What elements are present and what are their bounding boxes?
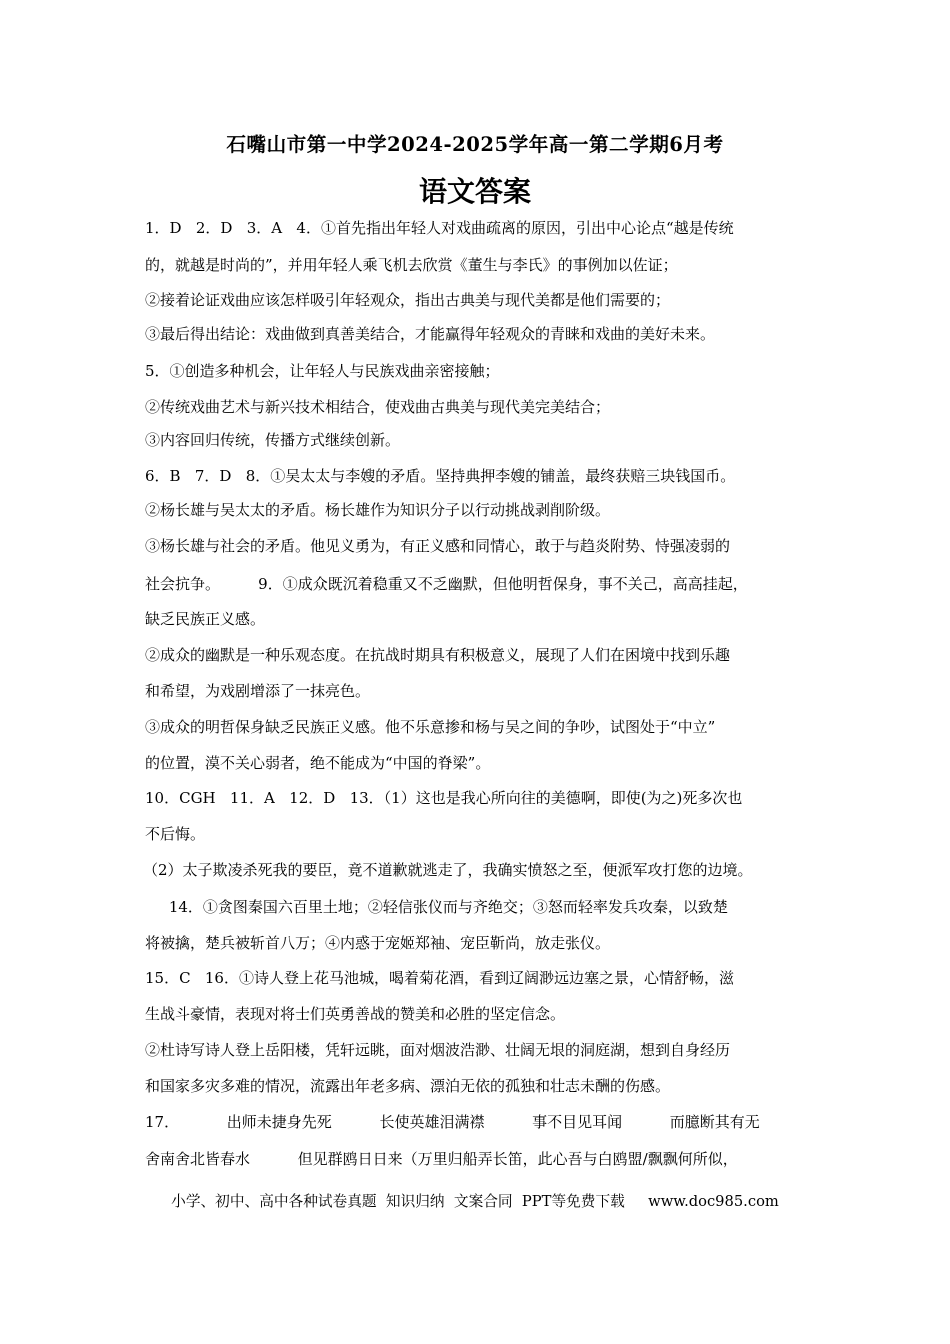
answer-line: 社会抗争。 9．①成众既沉着稳重又不乏幽默，但他明哲保身，事不关己，高高挂起， bbox=[145, 575, 748, 593]
answer-line: 5．①创造多种机会，让年轻人与民族戏曲亲密接触； bbox=[145, 362, 500, 380]
answer-line: ②成众的幽默是一种乐观态度。在抗战时期具有积极意义，展现了人们在困境中找到乐趣 bbox=[145, 646, 731, 664]
answer-line: ③成众的明哲保身缺乏民族正义感。他不乐意掺和杨与吴之间的争吵，试图处于“中立” bbox=[145, 718, 716, 736]
answer-line: ③最后得出结论：戏曲做到真善美结合，才能赢得年轻观众的青睐和戏曲的美好未来。 bbox=[145, 325, 716, 343]
document-subtitle: 语文答案 bbox=[418, 175, 531, 208]
answer-line: 的，就越是时尚的”，并用年轻人乘飞机去欣赏《董生与李氏》的事例加以佐证； bbox=[145, 256, 678, 274]
answer-line: ③杨长雄与社会的矛盾。他见义勇为，有正义感和同情心，敢于与趋炎附势、恃强凌弱的 bbox=[145, 537, 731, 555]
answer-line: （2）太子欺凌杀死我的要臣，竟不道歉就逃走了，我确实愤怒之至，便派军攻打您的边境。 bbox=[143, 861, 753, 879]
answer-line: 6．B 7．D 8．①吴太太与李嫂的矛盾。坚持典押李嫂的铺盖，最终获赔三块钱国币。 bbox=[145, 467, 736, 485]
answer-line: 缺乏民族正义感。 bbox=[145, 610, 266, 628]
answer-line: 17． 出师未捷身先死 长使英雄泪满襟 事不目见耳闻 而臆断其有无 bbox=[145, 1113, 760, 1131]
answer-line: 和国家多灾多难的情况，流露出年老多病、漂泊无依的孤独和壮志未酬的伤感。 bbox=[145, 1077, 671, 1095]
answer-line: 的位置，漠不关心弱者，绝不能成为“中国的脊梁”。 bbox=[145, 754, 491, 772]
answer-line: ②传统戏曲艺术与新兴技术相结合，使戏曲古典美与现代美完美结合； bbox=[145, 398, 611, 416]
page-footer: 小学、初中、高中各种试卷真题 知识归纳 文案合同 PPT等免费下载 www.doc985.com bbox=[171, 1193, 779, 1210]
answer-line: ③内容回归传统，传播方式继续创新。 bbox=[145, 431, 401, 449]
answer-line: 不后悔。 bbox=[145, 825, 206, 843]
answer-line: ②杨长雄与吴太太的矛盾。杨长雄作为知识分子以行动挑战剥削阶级。 bbox=[145, 501, 611, 519]
answer-line: 10．CGH 11．A 12．D 13．（1）这也是我心所向往的美德啊，即使(为之)死多次也 bbox=[145, 789, 743, 807]
answer-line: ②接着论证戏曲应该怎样吸引年轻观众，指出古典美与现代美都是他们需要的； bbox=[145, 291, 671, 309]
answer-line: 将被擒，楚兵被斩首八万；④内惑于宠姬郑袖、宠臣靳尚，放走张仪。 bbox=[145, 934, 611, 952]
answer-line: 和希望，为戏剧增添了一抹亮色。 bbox=[145, 682, 371, 700]
answer-line: 舍南舍北皆春水 但见群鸥日日来（万里归船弄长笛，此心吾与白鸥盟/飘飘何所似， bbox=[145, 1150, 738, 1168]
answer-line: 1．D 2．D 3．A 4．①首先指出年轻人对戏曲疏离的原因，引出中心论点“越是传统 bbox=[145, 219, 734, 237]
answer-line: 15．C 16．①诗人登上花马池城，喝着菊花酒，看到辽阔渺远边塞之景，心情舒畅，滋 bbox=[145, 969, 734, 987]
document-title: 石嘴山市第一中学2024-2025学年高一第二学期6月考 bbox=[226, 133, 724, 156]
answer-line: 生战斗豪情，表现对将士们英勇善战的赞美和必胜的坚定信念。 bbox=[145, 1005, 566, 1023]
answer-line: 14．①贪图秦国六百里土地；②轻信张仪而与齐绝交；③怒而轻率发兵攻秦，以致楚 bbox=[145, 898, 728, 916]
answer-line: ②杜诗写诗人登上岳阳楼，凭轩远眺，面对烟波浩渺、壮阔无垠的洞庭湖，想到自身经历 bbox=[145, 1041, 731, 1059]
